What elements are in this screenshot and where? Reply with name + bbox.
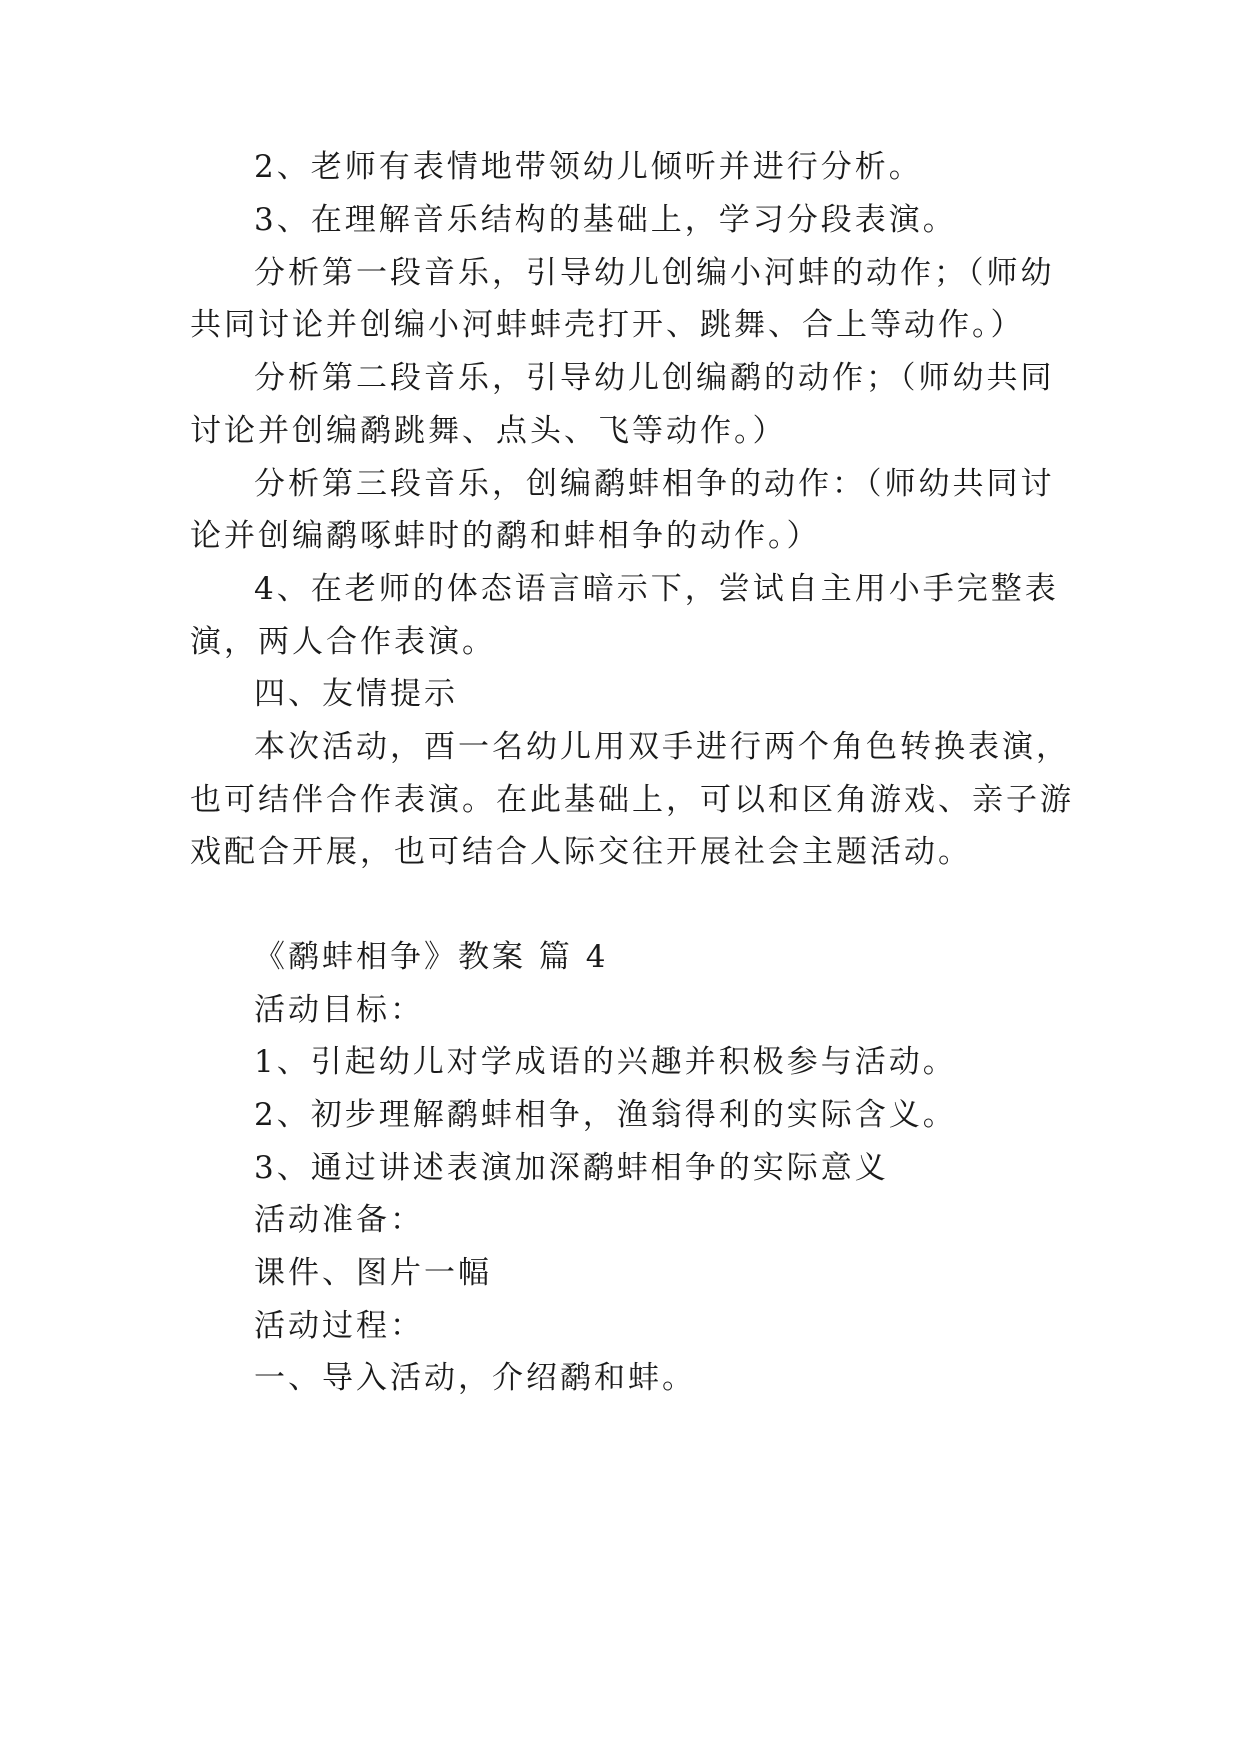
article-title: 《鹬蚌相争》教案 篇 4 bbox=[254, 939, 609, 975]
paragraph-line: 本次活动，酉一名幼儿用双手进行两个角色转换表演， bbox=[254, 729, 1070, 765]
paragraph-line: 2、老师有表情地带领幼儿倾听并进行分析。 bbox=[254, 149, 923, 185]
paragraph-line: 也可结伴合作表演。在此基础上，可以和区角游戏、亲子游 bbox=[190, 782, 1074, 818]
paragraph-line: 共同讨论并创编小河蚌蚌壳打开、跳舞、合上等动作。） bbox=[190, 307, 1025, 343]
paragraph-line: 讨论并创编鹬跳舞、点头、飞等动作。） bbox=[190, 413, 787, 449]
paragraph-line: 分析第一段音乐，引导幼儿创编小河蚌的动作；（师幼 bbox=[254, 255, 1055, 291]
paragraph-line: 分析第二段音乐，引导幼儿创编鹬的动作；（师幼共同 bbox=[254, 360, 1055, 396]
section-heading: 活动准备： bbox=[254, 1202, 424, 1238]
section-heading: 活动目标： bbox=[254, 992, 424, 1028]
list-item: 3、通过讲述表演加深鹬蚌相争的实际意义 bbox=[254, 1150, 889, 1186]
paragraph-line: 戏配合开展，也可结合人际交往开展社会主题活动。 bbox=[190, 834, 972, 870]
paragraph-line: 演，两人合作表演。 bbox=[190, 624, 496, 660]
paragraph-line: 分析第三段音乐，创编鹬蚌相争的动作：（师幼共同讨 bbox=[254, 466, 1055, 502]
paragraph-line: 3、在理解音乐结构的基础上，学习分段表演。 bbox=[254, 202, 957, 238]
paragraph-line: 一、导入活动，介绍鹬和蚌。 bbox=[254, 1360, 696, 1396]
list-item: 2、初步理解鹬蚌相争，渔翁得利的实际含义。 bbox=[254, 1097, 957, 1133]
section-heading: 活动过程： bbox=[254, 1308, 424, 1344]
paragraph-line: 课件、图片一幅 bbox=[254, 1255, 492, 1291]
section-heading: 四、友情提示 bbox=[254, 676, 458, 712]
paragraph-line: 论并创编鹬啄蚌时的鹬和蚌相争的动作。） bbox=[190, 518, 821, 554]
paragraph-line: 4、在老师的体态语言暗示下，尝试自主用小手完整表 bbox=[254, 571, 1059, 607]
list-item: 1、引起幼儿对学成语的兴趣并积极参与活动。 bbox=[254, 1044, 957, 1080]
